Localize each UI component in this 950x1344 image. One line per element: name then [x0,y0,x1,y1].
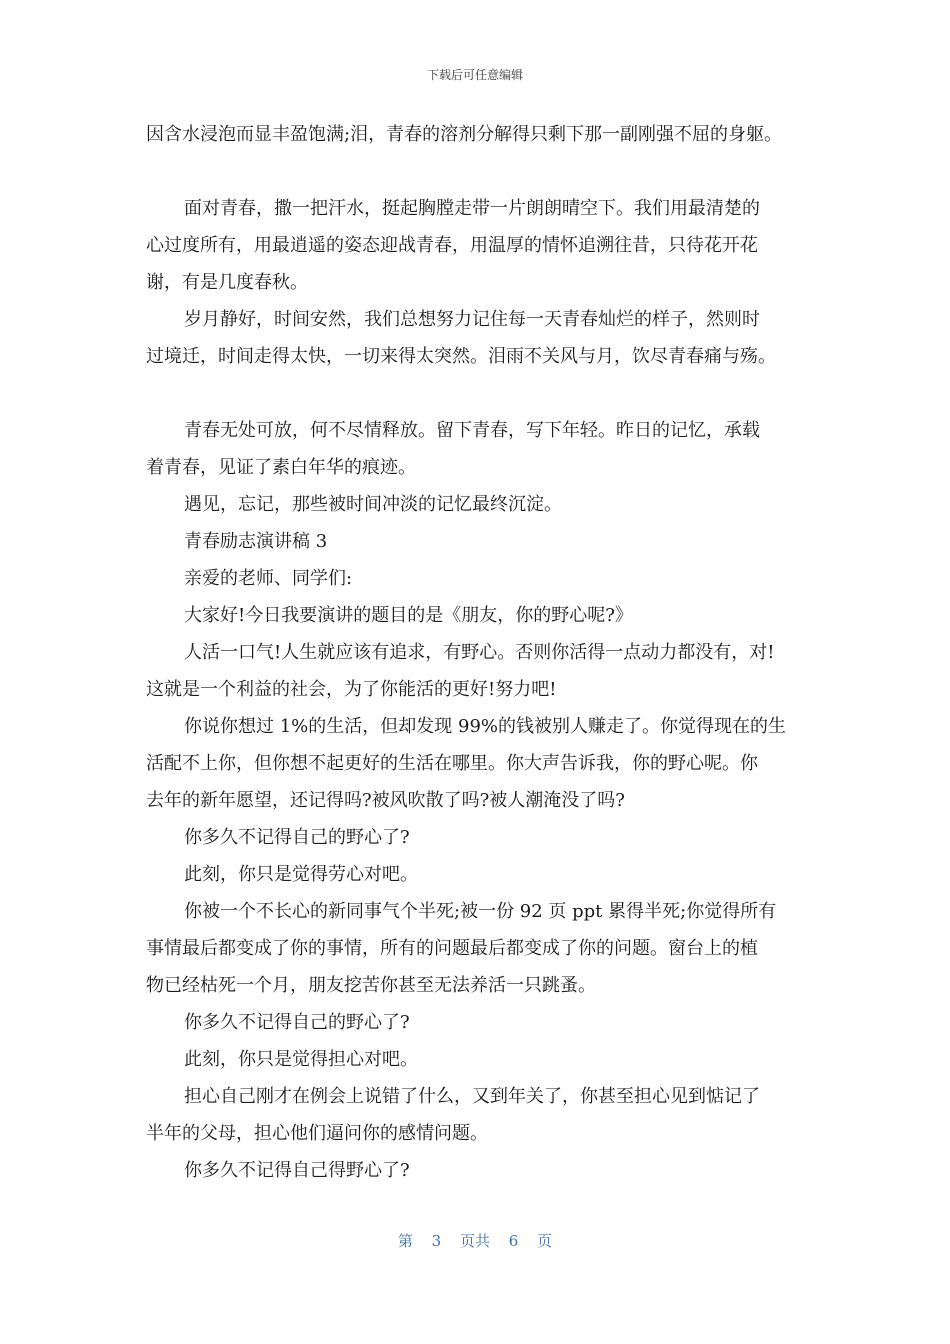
salutation: 亲爱的老师、同学们: [184,568,353,589]
paragraph-gap [146,375,816,412]
paragraph-line: 青春无处可放，何不尽情释放。留下青春，写下年轻。昨日的记忆，承载 [184,420,760,441]
paragraph-line: 心过度所有，用最逍遥的姿态迎战青春，用温厚的情怀追溯往昔，只待花开花 [146,235,758,256]
paragraph-line: 此刻，你只是觉得劳心对吧。 [184,864,418,885]
paragraph-line: 因含水浸泡而显丰盈饱满;泪，青春的溶剂分解得只剩下那一副刚强不屈的身躯。 [146,124,783,145]
paragraph-line: 你多久不记得自己的野心了? [184,827,410,848]
paragraph-line: 大家好!今日我要演讲的题目的是《朋友，你的野心呢?》 [184,605,633,626]
paragraph-line: 物已经枯死一个月，朋友挖苦你甚至无法养活一只跳蚤。 [146,975,596,996]
paragraph-line: 你多久不记得自己得野心了? [184,1160,410,1181]
paragraph-line: 谢，有是几度春秋。 [146,272,308,293]
paragraph-line: 活配不上你，但你想不起更好的生活在哪里。你大声告诉我，你的野心呢。你 [146,753,758,774]
paragraph-line: 面对青春，撒一把汗水，挺起胸膛走带一片朗朗晴空下。我们用最清楚的 [184,198,760,219]
paragraph-line: 担心自己刚才在例会上说错了什么，又到年关了，你甚至担心见到惦记了 [184,1086,760,1107]
paragraph-line: 这就是一个利益的社会，为了你能活的更好!努力吧! [146,679,557,700]
page-number-footer: 第 3 页共 6 页 [397,1232,553,1250]
paragraph-line: 你多久不记得自己的野心了? [184,1012,410,1033]
page-header: 下载后可任意编辑 [426,68,523,82]
paragraph-line: 事情最后都变成了你的事情，所有的问题最后都变成了你的问题。窗台上的植 [146,938,758,959]
paragraph-line: 过境迁，时间走得太快，一切来得太突然。泪雨不关风与月，饮尽青春痛与殇。 [146,346,776,367]
paragraph-line: 你被一个不长心的新同事气个半死;被一份 92 页 ppt 累得半死;你觉得所有 [184,901,777,922]
paragraph-line: 人活一口气!人生就应该有追求，有野心。否则你活得一点动力都没有，对! [184,642,775,663]
paragraph-line: 你说你想过 1%的生活，但却发现 99%的钱被别人赚走了。你觉得现在的生 [184,716,787,737]
document-body [146,116,816,1189]
paragraph-line: 着青春，见证了素白年华的痕迹。 [146,457,416,478]
paragraph-line: 岁月静好，时间安然，我们总想努力记住每一天青春灿烂的样子，然则时 [184,309,760,330]
paragraph-gap [146,153,816,190]
paragraph-line: 此刻，你只是觉得担心对吧。 [184,1049,418,1070]
paragraph-line: 遇见，忘记，那些被时间冲淡的记忆最终沉淀。 [184,494,562,515]
section-title: 青春励志演讲稿 3 [184,531,328,552]
paragraph-line: 去年的新年愿望，还记得吗?被风吹散了吗?被人潮淹没了吗? [146,790,625,811]
paragraph-line: 半年的父母，担心他们逼问你的感情问题。 [146,1123,488,1144]
